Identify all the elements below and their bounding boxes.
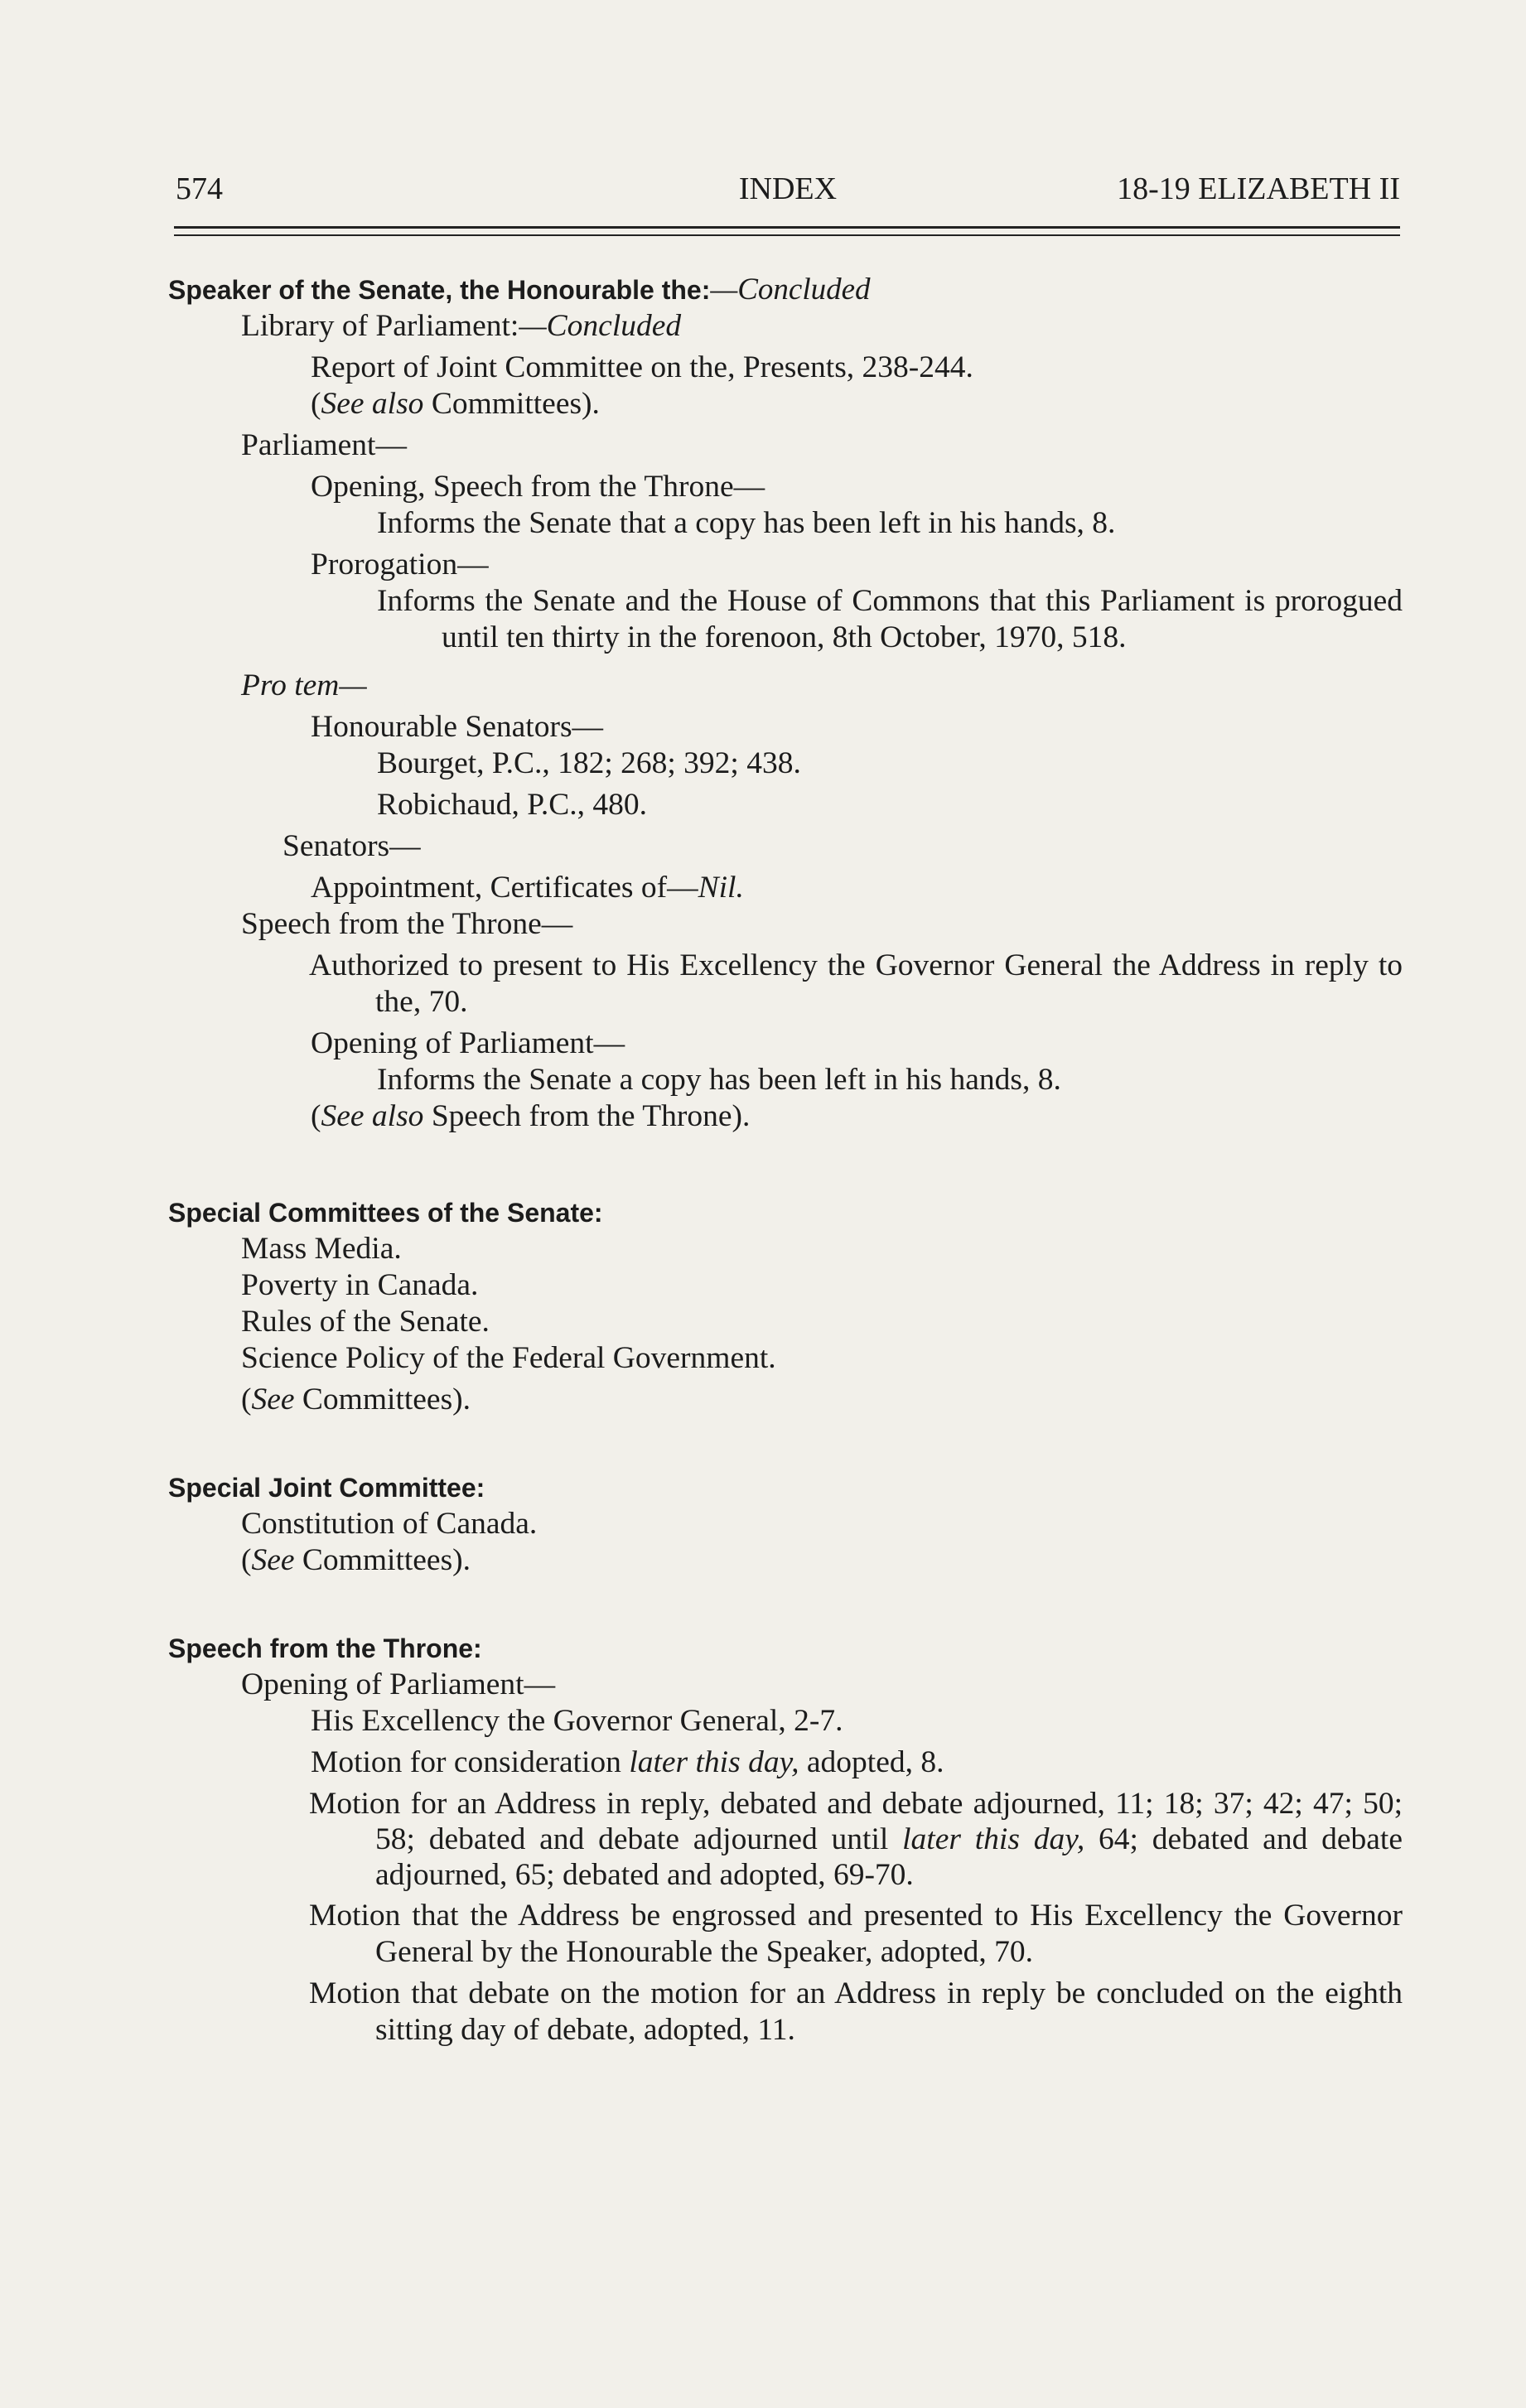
subentry-motion-consideration: Motion for consideration later this day, adopted, 8. bbox=[311, 1745, 944, 1779]
subentry-informs-copy-2: Informs the Senate a copy has been left in his hands, 8. bbox=[377, 1063, 1061, 1097]
subentry-motion-address: Motion for an Address in reply, debated and debate adjourned, 11; 18; 37; 42; 47; 50; 58; debated and debate adjourned until later this day, 64; debated and debate adjourned, 65; debated and adopted, 69-70. bbox=[309, 1787, 1403, 1892]
committee-item: Poverty in Canada. bbox=[241, 1268, 479, 1302]
header-title: INDEX bbox=[738, 171, 838, 206]
subentry-informs-copy: Informs the Senate that a copy has been left in his hands, 8. bbox=[377, 506, 1116, 540]
subentry-library: Library of Parliament:—Concluded bbox=[241, 309, 682, 343]
see-also-speech: (See also Speech from the Throne). bbox=[311, 1099, 751, 1133]
subentry-pro-tem: Pro tem— bbox=[241, 668, 367, 702]
index-content bbox=[168, 272, 1403, 2048]
header-rule-thick bbox=[174, 226, 1400, 229]
entry-heading-speech-throne: Speech from the Throne: bbox=[168, 1633, 482, 1663]
page-header bbox=[176, 171, 1400, 210]
committee-item: Science Policy of the Federal Government. bbox=[241, 1341, 776, 1375]
subentry-opening-speech: Opening, Speech from the Throne— bbox=[311, 470, 765, 504]
subentry-authorized: Authorized to present to His Excellency the Governor General the Address in reply to the, 70. bbox=[309, 948, 1403, 1019]
subentry-bourget: Bourget, P.C., 182; 268; 392; 438. bbox=[377, 746, 801, 780]
subentry-speech-throne: Speech from the Throne— bbox=[241, 907, 573, 941]
entry-heading-speaker: Speaker of the Senate, the Honourable the:—Concluded bbox=[168, 273, 871, 306]
committee-item: Mass Media. bbox=[241, 1232, 402, 1266]
subentry-governor: His Excellency the Governor General, 2-7. bbox=[311, 1704, 843, 1738]
subentry-informs-prorogued: Informs the Senate and the House of Commons that this Parliament is prorogued until ten thirty in the forenoon, 8th October, 1970, 518. bbox=[377, 584, 1403, 654]
subentry-prorogation: Prorogation— bbox=[311, 548, 489, 581]
subentry-appointment: Appointment, Certificates of—Nil. bbox=[311, 871, 744, 905]
entry-heading-special-committees: Special Committees of the Senate: bbox=[168, 1198, 603, 1228]
heading-suffix: —Concluded bbox=[710, 273, 871, 306]
subentry-motion-debate: Motion that debate on the motion for an Address in reply be concluded on the eighth sitting day of debate, adopted, 11. bbox=[309, 1976, 1403, 2047]
subentry-opening-of-parliament: Opening of Parliament— bbox=[241, 1667, 556, 1701]
subentry-parliament: Parliament— bbox=[241, 428, 407, 462]
subentry-honourable-senators: Honourable Senators— bbox=[311, 710, 604, 744]
page-number: 574 bbox=[176, 171, 223, 206]
joint-committee-item: Constitution of Canada. bbox=[241, 1507, 538, 1541]
header-volume: 18-19 ELIZABETH II bbox=[1117, 171, 1400, 206]
see-committees: (See Committees). bbox=[241, 1383, 471, 1416]
subentry-senators: Senators— bbox=[283, 829, 421, 863]
subentry-report: Report of Joint Committee on the, Presents, 238-244. bbox=[311, 350, 973, 384]
subentry-motion-engrossed: Motion that the Address be engrossed and presented to His Excellency the Governor General by the Honourable the Speaker, adopted, 70. bbox=[309, 1899, 1403, 1969]
entry-heading-special-joint: Special Joint Committee: bbox=[168, 1473, 485, 1503]
header-rule-thin bbox=[174, 234, 1400, 236]
subentry-robichaud: Robichaud, P.C., 480. bbox=[377, 788, 648, 822]
committee-item: Rules of the Senate. bbox=[241, 1305, 490, 1339]
subentry-opening-parliament: Opening of Parliament— bbox=[311, 1026, 625, 1060]
see-committees-joint: (See Committees). bbox=[241, 1543, 471, 1577]
see-also-committees: (See also Committees). bbox=[311, 387, 600, 421]
